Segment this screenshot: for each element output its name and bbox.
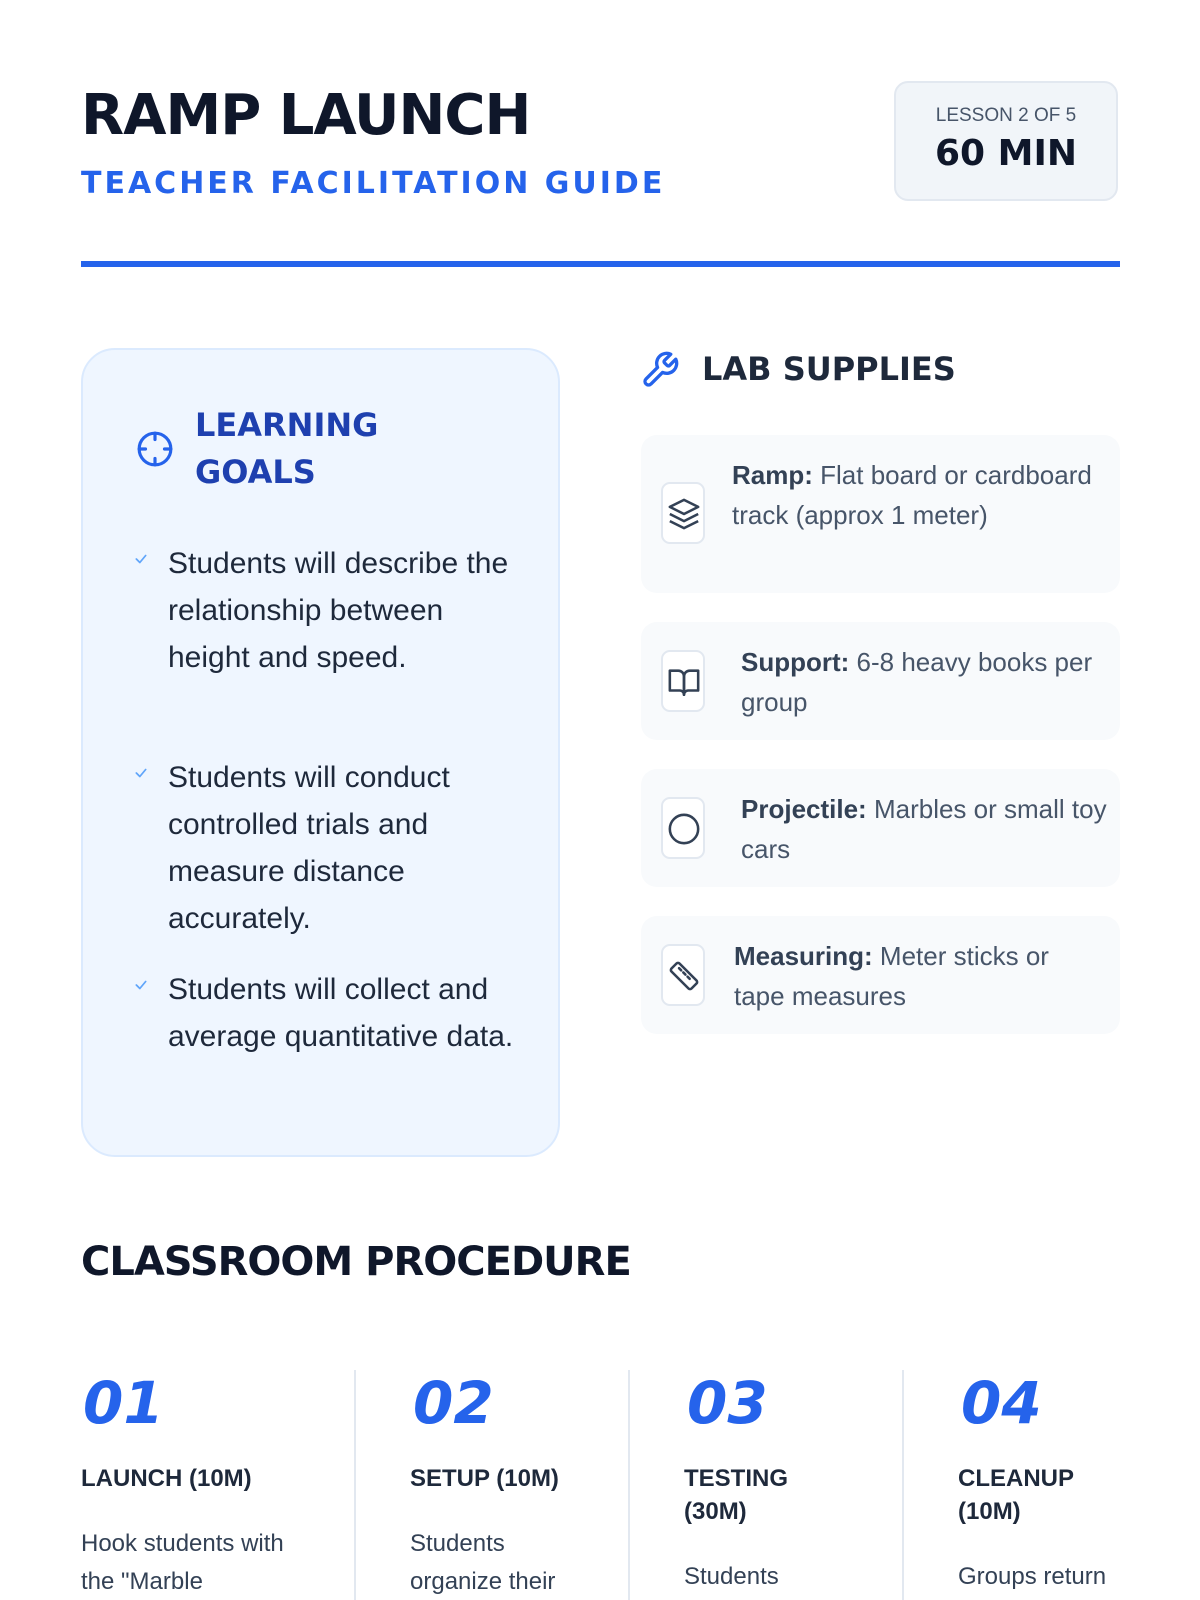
learning-goals-title: LEARNING GOALS [195, 406, 379, 491]
layers-icon [667, 497, 701, 531]
step-description: Groups return [958, 1563, 1107, 1590]
step-description: Students organize their [410, 1530, 556, 1595]
supply-name: Support: [741, 647, 850, 677]
supply-icon-box [661, 650, 705, 712]
book-icon [667, 665, 701, 699]
step-number: 04 [961, 1369, 1042, 1437]
step-divider [628, 1370, 630, 1600]
check-icon [134, 978, 148, 992]
header-divider [81, 261, 1120, 267]
step-label: CLEANUP (10M) [958, 1465, 1074, 1525]
supply-icon-box [661, 482, 705, 544]
goal-text: Students will describe the relationship between height and speed. [168, 547, 509, 674]
supply-text [741, 789, 1111, 869]
supply-text [741, 642, 1111, 722]
wrench-icon [640, 350, 680, 390]
goal-text: Students will conduct controlled trials and measure distance accurately. [168, 761, 450, 935]
ruler-icon [667, 959, 701, 993]
step-number: 02 [413, 1369, 494, 1437]
supply-text [734, 936, 1104, 1016]
check-icon [134, 552, 148, 566]
lesson-badge [894, 81, 1118, 201]
crosshair-icon [136, 430, 174, 468]
supply-detail: Marbles or small toy cars [741, 794, 1107, 864]
page-title: RAMP LAUNCH [81, 83, 531, 148]
page-subtitle: TEACHER FACILITATION GUIDE [81, 166, 666, 201]
supply-card [641, 769, 1120, 887]
goal-text: Students will collect and average quantitative data. [168, 973, 514, 1053]
supply-name: Ramp: [732, 460, 813, 490]
step-number: 01 [83, 1369, 164, 1437]
supply-text [732, 455, 1102, 535]
supply-icon-box [661, 797, 705, 859]
supply-detail: Meter sticks or tape measures [734, 941, 1049, 1011]
supply-name: Projectile: [741, 794, 867, 824]
supply-detail: 6-8 heavy books per group [741, 647, 1093, 717]
step-number: 03 [687, 1369, 768, 1437]
supply-card [641, 622, 1120, 740]
circle-icon [667, 812, 701, 846]
lab-supplies-title: LAB SUPPLIES [702, 350, 956, 388]
step-label: LAUNCH (10M) [81, 1465, 252, 1492]
supply-detail: Flat board or cardboard track (approx 1 meter) [732, 460, 1092, 530]
step-label: SETUP (10M) [410, 1465, 559, 1492]
step-description: Students [684, 1563, 779, 1590]
lesson-duration: 60 MIN [935, 133, 1077, 174]
step-label: TESTING (30M) [684, 1465, 789, 1525]
check-icon [134, 766, 148, 780]
step-description: Hook students with the "Marble [81, 1530, 284, 1595]
lesson-label: LESSON 2 OF 5 [935, 105, 1077, 126]
procedure-title: CLASSROOM PROCEDURE [81, 1239, 631, 1285]
supply-icon-box [661, 944, 705, 1006]
supply-card [641, 916, 1120, 1034]
step-divider [354, 1370, 356, 1600]
supply-card [641, 435, 1120, 593]
supply-name: Measuring: [734, 941, 873, 971]
